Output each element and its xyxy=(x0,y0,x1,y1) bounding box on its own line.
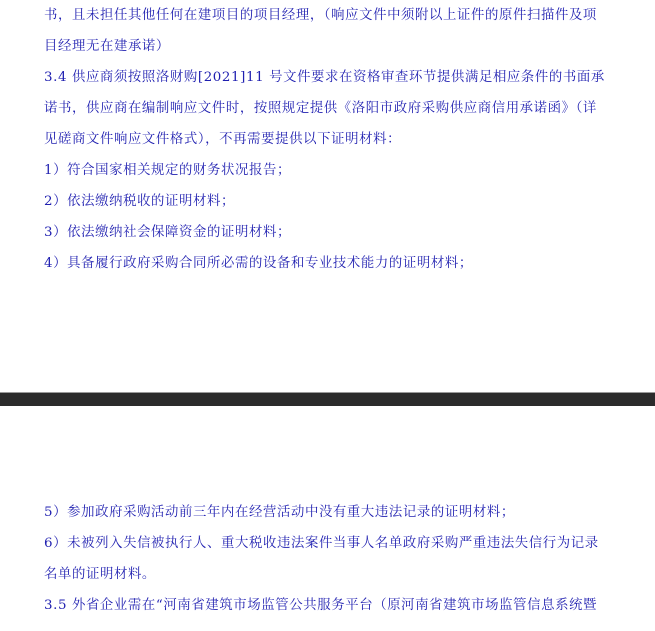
text-line: 名单的证明材料。 xyxy=(44,567,156,582)
text-line: 诺书，供应商在编制响应文件时，按照规定提供《洛阳市政府采购供应商信用承诺函》（详 xyxy=(44,101,597,116)
text-line: 目经理无在建承诺） xyxy=(44,39,170,54)
list-item-5: 5）参加政府采购活动前三年内在经营活动中没有重大违法记录的证明材料； xyxy=(44,505,515,520)
text-line: 书，且未担任其他任何在建项目的项目经理，（响应文件中须附以上证件的原件扫描件及项 xyxy=(44,8,597,23)
list-item-2: 2）依法缴纳税收的证明材料； xyxy=(44,194,235,209)
document-page-bottom xyxy=(0,406,655,631)
list-item-3: 3）依法缴纳社会保障资金的证明材料； xyxy=(44,225,291,240)
text-line: 3.5 外省企业需在“河南省建筑市场监管公共服务平台（原河南省建筑市场监管信息系统暨 xyxy=(44,598,598,613)
list-item-6: 6）未被列入失信被执行人、重大税收违法案件当事人名单政府采购严重违法失信行为记录 xyxy=(44,536,599,551)
page-bottom-text xyxy=(44,497,614,621)
page-break-separator xyxy=(0,393,655,406)
page-top-text xyxy=(44,0,614,279)
list-item-1: 1）符合国家相关规定的财务状况报告； xyxy=(44,163,291,178)
text-line: 3.4 供应商须按照洛财购[2021]11 号文件要求在资格审查环节提供满足相应条件的书面承 xyxy=(44,70,605,85)
text-line: 见磋商文件响应文件格式），不再需要提供以下证明材料： xyxy=(44,132,402,147)
list-item-4: 4）具备履行政府采购合同所必需的设备和专业技术能力的证明材料； xyxy=(44,256,473,271)
